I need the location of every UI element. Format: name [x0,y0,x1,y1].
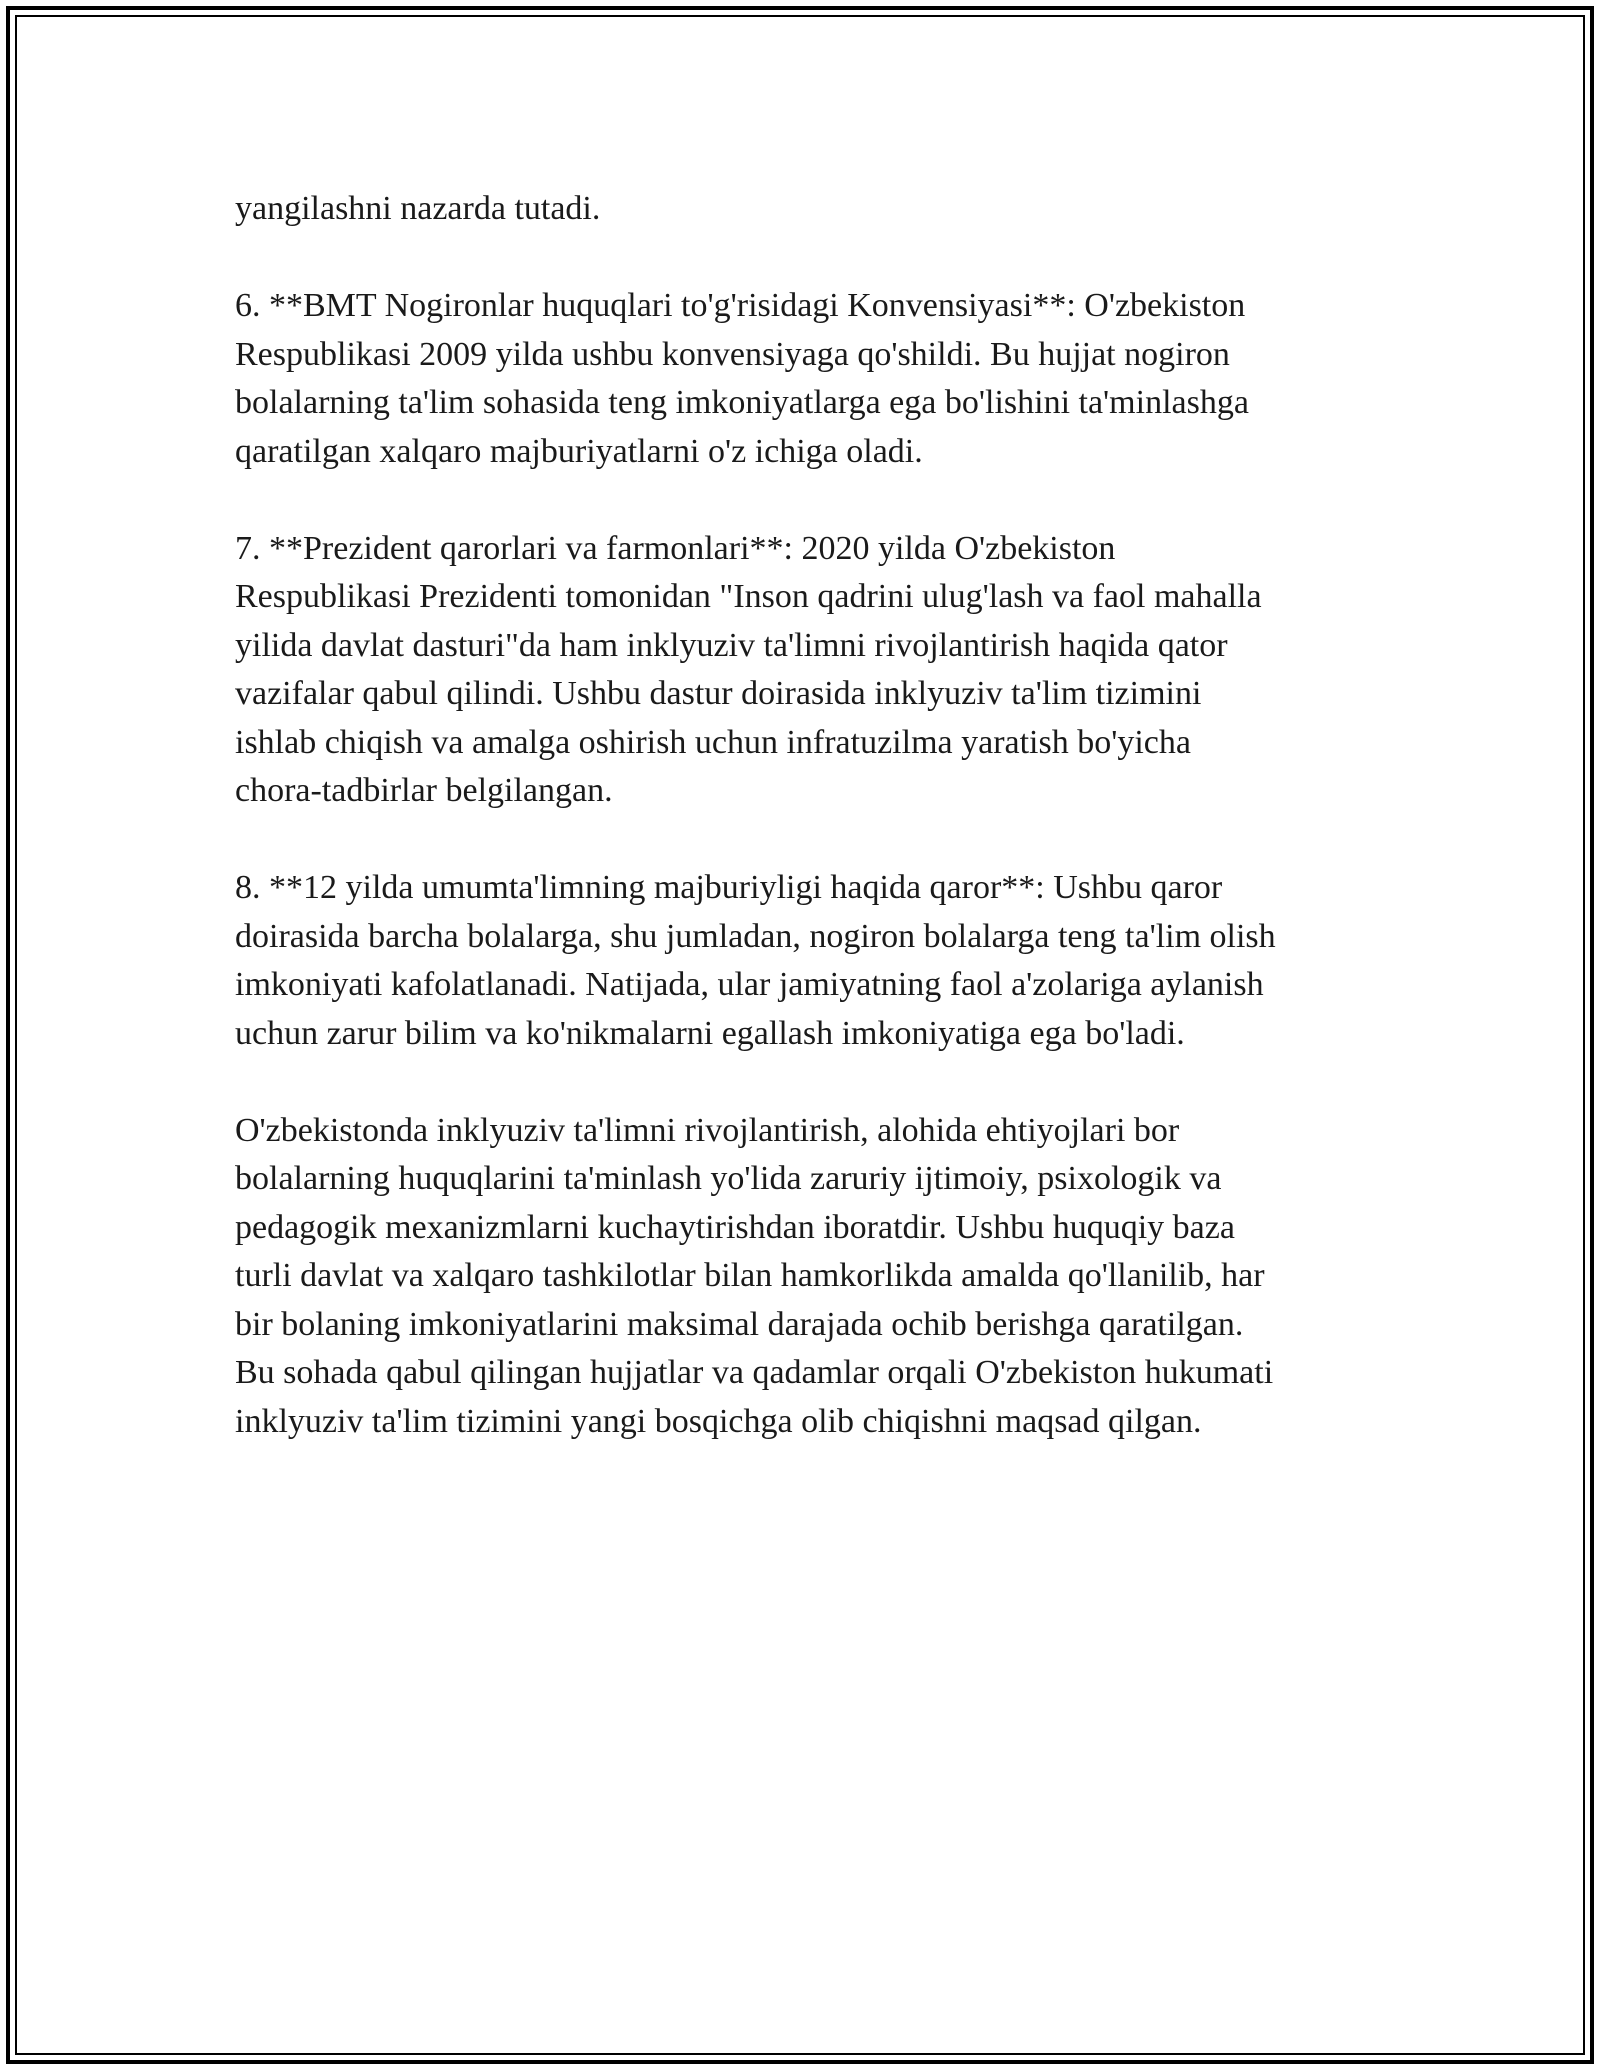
paragraph-continuation: yangilashni nazarda tutadi. [235,190,601,227]
paragraph-item-7: 7. **Prezident qarorlari va farmonlari**: 2020 yilda O'zbekiston Respublikasi Prezidenti tomonidan "Inson qadrini ulug'lash va faol mahalla yilida davlat dasturi"da ham inklyuziv ta'limni rivojlantirish haqida qator vazifalar qabul qilindi. Ushbu dastur doirasida inklyuziv ta'lim tizimini ishlab chiqish va amalga oshirish uchun infratuzilma yaratish bo'yicha chora-tadbirlar belgilangan. [235,529,1262,809]
paragraph-item-6: 6. **BMT Nogironlar huquqlari to'g'risidagi Konvensiyasi**: O'zbekiston Respublikasi 2009 yilda ushbu konvensiyaga qo'shildi. Bu hujjat nogiron bolalarning ta'lim sohasida teng imkoniyatlarga ega bo'lishini ta'minlashga qaratilgan xalqaro majburiyatlarni o'z ichiga oladi. [235,287,1249,470]
paragraph-item-8: 8. **12 yilda umumta'limning majburiyligi haqida qaror**: Ushbu qaror doirasida barcha bolalarga, shu jumladan, nogiron bolalarga teng ta'lim olish imkoniyati kafolatlanadi. Natijada, ular jamiyatning faol a'zolariga aylanish uchun zarur bilim va ko'nikmalarni egallash imkoniyatiga ega bo'ladi. [235,869,1276,1052]
document-body [235,185,1415,1495]
paragraph-conclusion: O'zbekistonda inklyuziv ta'limni rivojlantirish, alohida ehtiyojlari bor bolalarning huquqlarini ta'minlash yo'lida zaruriy ijtimoiy, psixologik va pedagogik mexanizmlarni kuchaytirishdan iboratdir. Ushbu huquqiy baza turli davlat va xalqaro tashkilotlar bilan hamkorlikda amalda qo'llanilib, har bir bolaning imkoniyatlarini maksimal darajada ochib berishga qaratilgan. Bu sohada qabul qilingan hujjatlar va qadamlar orqali O'zbekiston hukumati inklyuziv ta'lim tizimini yangi bosqichga olib chiqishni maqsad qilgan. [235,1111,1274,1440]
